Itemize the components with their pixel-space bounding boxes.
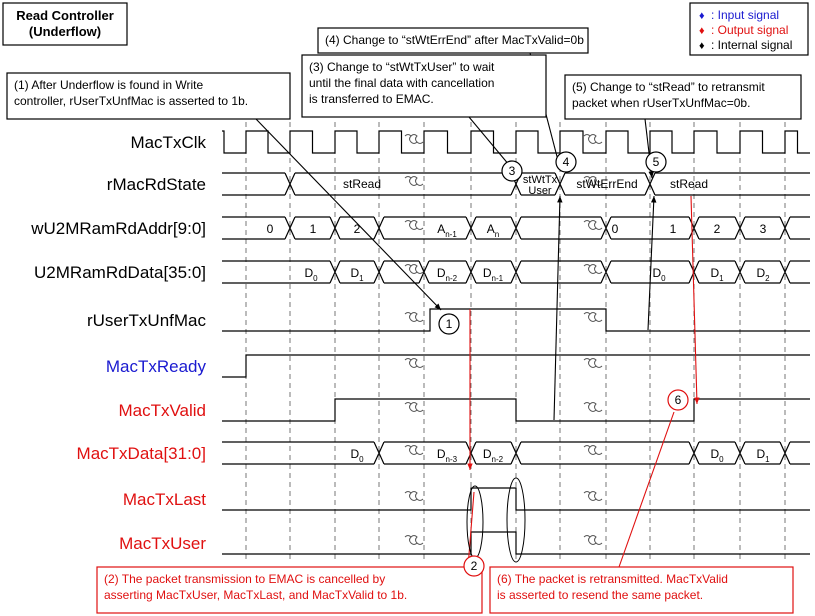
note-5 bbox=[565, 75, 801, 119]
data-value-6-base: D bbox=[756, 266, 766, 280]
step-marker-label-4: 4 bbox=[562, 155, 570, 169]
time-break-marks bbox=[405, 122, 602, 562]
signal-label-clk: MacTxClk bbox=[130, 133, 206, 152]
note-3 bbox=[302, 55, 546, 117]
note-2-line-0: (2) The packet transmission to EMAC is cancelled by bbox=[104, 572, 386, 586]
arrow-valid-to-state bbox=[554, 196, 560, 420]
signal-label-txdata: MacTxData[31:0] bbox=[76, 444, 206, 463]
txdata-value-3-base: D bbox=[710, 447, 720, 461]
state-value-3: stWtErrEnd bbox=[576, 177, 638, 191]
annotation-arrows bbox=[256, 53, 700, 567]
step-marker-label-3: 3 bbox=[508, 164, 516, 178]
legend-marker-0: ♦ bbox=[699, 10, 705, 22]
arrow-red-unf-head bbox=[467, 464, 472, 470]
step-marker-1 bbox=[439, 314, 459, 334]
txdata-value-2-sub: n-2 bbox=[491, 455, 504, 464]
data-value-5 bbox=[710, 266, 724, 283]
note-3-line-0: (3) Change to “stWtTxUser” to wait bbox=[309, 60, 495, 74]
txdata-value-1 bbox=[437, 447, 458, 464]
txdata-value-2 bbox=[483, 447, 504, 464]
data-value-2 bbox=[437, 266, 458, 283]
data-value-4-base: D bbox=[652, 266, 662, 280]
note-6 bbox=[490, 567, 793, 613]
addr-value-3 bbox=[437, 222, 457, 239]
txdata-value-4-sub: 1 bbox=[765, 455, 770, 464]
signal-label-valid: MacTxValid bbox=[118, 401, 206, 420]
time-break-0 bbox=[405, 122, 423, 562]
note-1 bbox=[7, 73, 290, 119]
arrow-valid-to-state-head bbox=[557, 196, 562, 203]
legend-text-0: : Input signal bbox=[711, 8, 780, 22]
arrow-unf-to-state-head bbox=[651, 196, 656, 203]
data-value-3 bbox=[483, 266, 504, 283]
txdata-value-4-base: D bbox=[756, 447, 766, 461]
data-value-6 bbox=[756, 266, 770, 283]
title-line-0: Read Controller bbox=[16, 8, 114, 23]
wave-clk bbox=[222, 131, 810, 153]
step-marker-4 bbox=[556, 152, 576, 172]
data-value-0 bbox=[304, 266, 318, 283]
state-value-4: stRead bbox=[669, 177, 709, 191]
signal-label-state: rMacRdState bbox=[106, 175, 206, 194]
data-value-3-sub: n-1 bbox=[491, 274, 504, 283]
data-value-2-sub: n-2 bbox=[445, 274, 458, 283]
addr-value-7 bbox=[714, 222, 721, 236]
txdata-value-3 bbox=[710, 447, 724, 464]
signal-label-unf: rUserTxUnfMac bbox=[86, 311, 206, 330]
state-value-2: User bbox=[528, 185, 552, 197]
step-marker-5 bbox=[646, 152, 666, 172]
data-value-0-sub: 0 bbox=[313, 274, 318, 283]
note-2-line-1: asserting MacTxUser, MacTxLast, and MacTxValid to 1b. bbox=[104, 588, 408, 602]
addr-value-4 bbox=[487, 222, 499, 239]
wave-last bbox=[222, 488, 810, 510]
highlight-last-user bbox=[467, 486, 483, 558]
addr-value-7-base: 2 bbox=[713, 222, 721, 236]
txdata-value-1-sub: n-3 bbox=[445, 455, 458, 464]
note-4 bbox=[318, 28, 588, 53]
data-value-0-base: D bbox=[304, 266, 314, 280]
step-marker-label-1: 1 bbox=[445, 317, 453, 331]
legend-text-2: : Internal signal bbox=[711, 38, 793, 52]
addr-value-3-base: A bbox=[437, 222, 446, 236]
txdata-value-0-sub: 0 bbox=[359, 455, 364, 464]
step-markers bbox=[436, 152, 688, 576]
data-value-5-base: D bbox=[710, 266, 720, 280]
legend-text-1: : Output signal bbox=[711, 23, 789, 37]
data-value-2-base: D bbox=[436, 266, 446, 280]
addr-value-8 bbox=[760, 222, 767, 236]
txdata-value-0 bbox=[350, 447, 364, 464]
data-value-4-sub: 0 bbox=[661, 274, 666, 283]
addr-value-0-base: 0 bbox=[266, 222, 274, 236]
arrow-red-note6 bbox=[619, 412, 674, 567]
txdata-value-1-base: D bbox=[436, 447, 446, 461]
addr-value-8-base: 3 bbox=[759, 222, 767, 236]
title-line-1: (Underflow) bbox=[28, 24, 102, 39]
arrow-unf-to-state bbox=[648, 196, 654, 330]
addr-value-4-sub: n bbox=[494, 230, 500, 239]
step-marker-label-5: 5 bbox=[652, 155, 660, 169]
note-5-line-1: packet when rUserTxUnfMac=0b. bbox=[572, 96, 751, 110]
addr-value-2-base: 2 bbox=[353, 222, 361, 236]
signal-labels bbox=[30, 133, 206, 553]
txdata-value-3-sub: 0 bbox=[719, 455, 724, 464]
addr-value-1 bbox=[310, 222, 317, 236]
addr-value-5-base: 0 bbox=[611, 222, 619, 236]
step-marker-2 bbox=[464, 556, 484, 576]
txdata-value-4 bbox=[756, 447, 770, 464]
data-value-1-base: D bbox=[350, 266, 360, 280]
txdata-value-0-base: D bbox=[350, 447, 360, 461]
signal-label-ready: MacTxReady bbox=[105, 357, 206, 376]
data-value-6-sub: 2 bbox=[765, 274, 770, 283]
addr-value-1-base: 1 bbox=[309, 222, 317, 236]
data-value-4 bbox=[652, 266, 666, 283]
data-value-3-base: D bbox=[482, 266, 492, 280]
note-3-line-1: until the final data with cancellation bbox=[309, 76, 495, 90]
note-1-line-1: controller, rUserTxUnfMac is asserted to 1b. bbox=[14, 94, 249, 108]
wave-valid bbox=[222, 399, 810, 421]
step-marker-6 bbox=[668, 390, 688, 410]
legend-marker-2: ♦ bbox=[699, 40, 705, 52]
addr-value-4-base: A bbox=[486, 222, 495, 236]
note-4-line-0: (4) Change to “stWtErrEnd” after MacTxValid=0b bbox=[325, 33, 584, 47]
legend-marker-1: ♦ bbox=[699, 25, 705, 37]
note-6-line-1: is asserted to resend the same packet. bbox=[497, 588, 704, 602]
step-marker-3 bbox=[502, 161, 522, 181]
note-2 bbox=[97, 567, 482, 613]
data-value-1 bbox=[350, 266, 364, 283]
step-marker-label-6: 6 bbox=[674, 393, 682, 407]
note-1-line-0: (1) After Underflow is found in Write bbox=[14, 78, 204, 92]
txdata-value-2-base: D bbox=[482, 447, 492, 461]
signal-label-addr: wU2MRamRdAddr[9:0] bbox=[31, 219, 206, 238]
note-6-line-0: (6) The packet is retransmitted. MacTxValid bbox=[497, 572, 728, 586]
addr-value-5 bbox=[612, 222, 619, 236]
signal-label-last: MacTxLast bbox=[122, 490, 206, 509]
addr-value-6 bbox=[670, 222, 677, 236]
data-value-5-sub: 1 bbox=[719, 274, 724, 283]
step-marker-label-2: 2 bbox=[470, 559, 478, 573]
state-value-0: stRead bbox=[342, 177, 382, 191]
state-value-1: stWtTx bbox=[522, 174, 558, 186]
arrow-red-state-valid-head bbox=[694, 397, 699, 404]
addr-value-3-sub: n-1 bbox=[445, 230, 457, 239]
signal-label-user: MacTxUser bbox=[119, 534, 206, 553]
note-3-line-2: is transferred to EMAC. bbox=[309, 92, 434, 106]
signal-label-data: U2MRamRdData[35:0] bbox=[34, 263, 206, 282]
addr-value-6-base: 1 bbox=[669, 222, 677, 236]
data-value-1-sub: 1 bbox=[359, 274, 364, 283]
wave-user bbox=[222, 532, 810, 554]
note-5-line-0: (5) Change to “stRead” to retransmit bbox=[572, 80, 765, 94]
addr-value-0 bbox=[267, 222, 274, 236]
